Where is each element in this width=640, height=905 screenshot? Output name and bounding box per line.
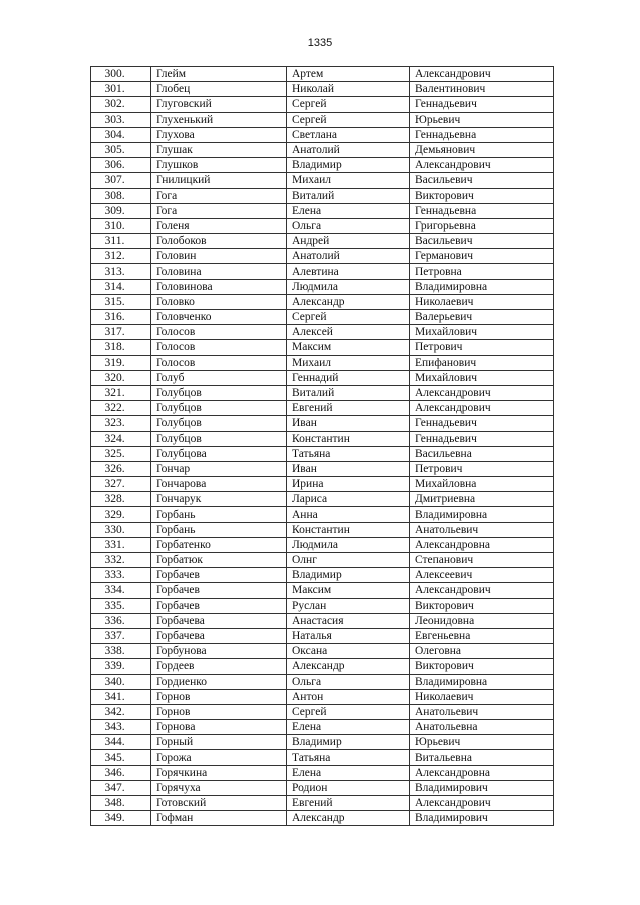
table-row bbox=[91, 112, 554, 127]
surname-cell: Гнилицкий bbox=[151, 173, 287, 188]
patronymic-cell: Владимирович bbox=[410, 780, 554, 795]
first-name-cell: Андрей bbox=[287, 234, 410, 249]
patronymic-cell: Александрович bbox=[410, 401, 554, 416]
patronymic-cell: Геннадьевна bbox=[410, 203, 554, 218]
patronymic-cell: Анатольевич bbox=[410, 704, 554, 719]
first-name-cell: Николай bbox=[287, 82, 410, 97]
first-name-cell: Алексей bbox=[287, 325, 410, 340]
first-name-cell: Геннадий bbox=[287, 370, 410, 385]
patronymic-cell: Александрович bbox=[410, 583, 554, 598]
table-row bbox=[91, 142, 554, 157]
patronymic-cell: Дмитриевна bbox=[410, 492, 554, 507]
table-row bbox=[91, 446, 554, 461]
patronymic-cell: Петрович bbox=[410, 340, 554, 355]
row-number-cell: 332. bbox=[91, 553, 151, 568]
patronymic-cell: Алексеевич bbox=[410, 568, 554, 583]
row-number-cell: 307. bbox=[91, 173, 151, 188]
first-name-cell: Сергей bbox=[287, 97, 410, 112]
patronymic-cell: Геннадьевич bbox=[410, 431, 554, 446]
surname-cell: Горбань bbox=[151, 507, 287, 522]
first-name-cell: Наталья bbox=[287, 628, 410, 643]
surname-cell: Горбачева bbox=[151, 613, 287, 628]
first-name-cell: Константин bbox=[287, 431, 410, 446]
first-name-cell: Ольга bbox=[287, 218, 410, 233]
table-row bbox=[91, 416, 554, 431]
surname-cell: Горбатюк bbox=[151, 553, 287, 568]
row-number-cell: 308. bbox=[91, 188, 151, 203]
first-name-cell: Михаил bbox=[287, 355, 410, 370]
table-row bbox=[91, 325, 554, 340]
row-number-cell: 313. bbox=[91, 264, 151, 279]
table-row bbox=[91, 568, 554, 583]
patronymic-cell: Епифанович bbox=[410, 355, 554, 370]
table-row bbox=[91, 780, 554, 795]
surname-cell: Головинова bbox=[151, 279, 287, 294]
patronymic-cell: Николаевич bbox=[410, 294, 554, 309]
patronymic-cell: Анатольевич bbox=[410, 522, 554, 537]
table-row bbox=[91, 477, 554, 492]
table-row bbox=[91, 796, 554, 811]
surname-cell: Голосов bbox=[151, 355, 287, 370]
row-number-cell: 320. bbox=[91, 370, 151, 385]
table-row bbox=[91, 598, 554, 613]
table-row bbox=[91, 674, 554, 689]
surname-cell: Горбачев bbox=[151, 598, 287, 613]
first-name-cell: Владимир bbox=[287, 158, 410, 173]
surname-cell: Гордиенко bbox=[151, 674, 287, 689]
patronymic-cell: Евгеньевна bbox=[410, 628, 554, 643]
row-number-cell: 336. bbox=[91, 613, 151, 628]
patronymic-cell: Германович bbox=[410, 249, 554, 264]
table-row bbox=[91, 264, 554, 279]
row-number-cell: 328. bbox=[91, 492, 151, 507]
row-number-cell: 318. bbox=[91, 340, 151, 355]
surname-cell: Горбань bbox=[151, 522, 287, 537]
first-name-cell: Виталий bbox=[287, 188, 410, 203]
patronymic-cell: Викторович bbox=[410, 188, 554, 203]
first-name-cell: Александр bbox=[287, 294, 410, 309]
surname-cell: Гончарук bbox=[151, 492, 287, 507]
patronymic-cell: Михайлович bbox=[410, 370, 554, 385]
surname-cell: Глушак bbox=[151, 142, 287, 157]
surname-cell: Горбачев bbox=[151, 583, 287, 598]
patronymic-cell: Валентинович bbox=[410, 82, 554, 97]
first-name-cell: Евгений bbox=[287, 796, 410, 811]
row-number-cell: 327. bbox=[91, 477, 151, 492]
first-name-cell: Татьяна bbox=[287, 446, 410, 461]
table-row bbox=[91, 431, 554, 446]
table-row bbox=[91, 173, 554, 188]
row-number-cell: 345. bbox=[91, 750, 151, 765]
table-row bbox=[91, 218, 554, 233]
row-number-cell: 337. bbox=[91, 628, 151, 643]
first-name-cell: Константин bbox=[287, 522, 410, 537]
surname-cell: Горбатенко bbox=[151, 537, 287, 552]
row-number-cell: 324. bbox=[91, 431, 151, 446]
table-row bbox=[91, 659, 554, 674]
surname-cell: Готовский bbox=[151, 796, 287, 811]
row-number-cell: 335. bbox=[91, 598, 151, 613]
first-name-cell: Иван bbox=[287, 461, 410, 476]
first-name-cell: Руслан bbox=[287, 598, 410, 613]
surname-cell: Горнова bbox=[151, 720, 287, 735]
patronymic-cell: Валерьевич bbox=[410, 310, 554, 325]
patronymic-cell: Владимировна bbox=[410, 507, 554, 522]
row-number-cell: 315. bbox=[91, 294, 151, 309]
row-number-cell: 319. bbox=[91, 355, 151, 370]
table-row bbox=[91, 765, 554, 780]
row-number-cell: 302. bbox=[91, 97, 151, 112]
first-name-cell: Владимир bbox=[287, 735, 410, 750]
table-row bbox=[91, 234, 554, 249]
table-row bbox=[91, 249, 554, 264]
patronymic-cell: Александровна bbox=[410, 765, 554, 780]
surname-cell: Головин bbox=[151, 249, 287, 264]
surname-cell: Головченко bbox=[151, 310, 287, 325]
first-name-cell: Владимир bbox=[287, 568, 410, 583]
patronymic-cell: Владимировна bbox=[410, 279, 554, 294]
table-row bbox=[91, 720, 554, 735]
first-name-cell: Сергей bbox=[287, 704, 410, 719]
table-row bbox=[91, 522, 554, 537]
row-number-cell: 305. bbox=[91, 142, 151, 157]
patronymic-cell: Геннадьевич bbox=[410, 416, 554, 431]
first-name-cell: Ирина bbox=[287, 477, 410, 492]
first-name-cell: Анна bbox=[287, 507, 410, 522]
patronymic-cell: Олеговна bbox=[410, 644, 554, 659]
first-name-cell: Артем bbox=[287, 67, 410, 82]
table-row bbox=[91, 310, 554, 325]
table-row bbox=[91, 97, 554, 112]
patronymic-cell: Михайлович bbox=[410, 325, 554, 340]
surname-cell: Голеня bbox=[151, 218, 287, 233]
row-number-cell: 322. bbox=[91, 401, 151, 416]
surname-cell: Голубцов bbox=[151, 401, 287, 416]
first-name-cell: Александр bbox=[287, 811, 410, 826]
first-name-cell: Иван bbox=[287, 416, 410, 431]
surname-cell: Горбачев bbox=[151, 568, 287, 583]
surname-cell: Голубцов bbox=[151, 431, 287, 446]
patronymic-cell: Леонидовна bbox=[410, 613, 554, 628]
row-number-cell: 317. bbox=[91, 325, 151, 340]
table-row bbox=[91, 704, 554, 719]
first-name-cell: Елена bbox=[287, 203, 410, 218]
first-name-cell: Виталий bbox=[287, 385, 410, 400]
patronymic-cell: Владимирович bbox=[410, 811, 554, 826]
table-row bbox=[91, 385, 554, 400]
patronymic-cell: Васильевич bbox=[410, 234, 554, 249]
row-number-cell: 314. bbox=[91, 279, 151, 294]
first-name-cell: Александр bbox=[287, 659, 410, 674]
surname-cell: Гончарова bbox=[151, 477, 287, 492]
row-number-cell: 342. bbox=[91, 704, 151, 719]
row-number-cell: 311. bbox=[91, 234, 151, 249]
row-number-cell: 347. bbox=[91, 780, 151, 795]
table-row bbox=[91, 811, 554, 826]
surname-cell: Голубцов bbox=[151, 385, 287, 400]
first-name-cell: Светлана bbox=[287, 127, 410, 142]
surname-cell: Горожа bbox=[151, 750, 287, 765]
table-row bbox=[91, 355, 554, 370]
surname-cell: Головко bbox=[151, 294, 287, 309]
surname-cell: Глухова bbox=[151, 127, 287, 142]
patronymic-cell: Викторович bbox=[410, 659, 554, 674]
row-number-cell: 329. bbox=[91, 507, 151, 522]
table-row bbox=[91, 340, 554, 355]
surname-cell: Голосов bbox=[151, 325, 287, 340]
row-number-cell: 346. bbox=[91, 765, 151, 780]
table-row bbox=[91, 583, 554, 598]
row-number-cell: 323. bbox=[91, 416, 151, 431]
patronymic-cell: Юрьевич bbox=[410, 735, 554, 750]
row-number-cell: 330. bbox=[91, 522, 151, 537]
surname-cell: Гончар bbox=[151, 461, 287, 476]
first-name-cell: Анастасия bbox=[287, 613, 410, 628]
table-row bbox=[91, 370, 554, 385]
row-number-cell: 344. bbox=[91, 735, 151, 750]
row-number-cell: 325. bbox=[91, 446, 151, 461]
table-row bbox=[91, 461, 554, 476]
patronymic-cell: Михайловна bbox=[410, 477, 554, 492]
table-row bbox=[91, 507, 554, 522]
first-name-cell: Людмила bbox=[287, 537, 410, 552]
first-name-cell: Лариса bbox=[287, 492, 410, 507]
patronymic-cell: Петрович bbox=[410, 461, 554, 476]
surname-cell: Глобец bbox=[151, 82, 287, 97]
patronymic-cell: Петровна bbox=[410, 264, 554, 279]
patronymic-cell: Александрович bbox=[410, 796, 554, 811]
first-name-cell: Ольга bbox=[287, 674, 410, 689]
row-number-cell: 301. bbox=[91, 82, 151, 97]
first-name-cell: Михаил bbox=[287, 173, 410, 188]
surname-cell: Горный bbox=[151, 735, 287, 750]
first-name-cell: Родион bbox=[287, 780, 410, 795]
first-name-cell: Оксана bbox=[287, 644, 410, 659]
row-number-cell: 338. bbox=[91, 644, 151, 659]
surname-cell: Гога bbox=[151, 203, 287, 218]
surname-cell: Голубцов bbox=[151, 416, 287, 431]
patronymic-cell: Степанович bbox=[410, 553, 554, 568]
patronymic-cell: Васильевич bbox=[410, 173, 554, 188]
surname-cell: Голуб bbox=[151, 370, 287, 385]
surname-cell: Гофман bbox=[151, 811, 287, 826]
row-number-cell: 348. bbox=[91, 796, 151, 811]
patronymic-cell: Григорьевна bbox=[410, 218, 554, 233]
first-name-cell: Елена bbox=[287, 765, 410, 780]
surname-cell: Головина bbox=[151, 264, 287, 279]
table-row bbox=[91, 492, 554, 507]
patronymic-cell: Васильевна bbox=[410, 446, 554, 461]
table-row bbox=[91, 644, 554, 659]
page-number: 1335 bbox=[307, 37, 333, 49]
surname-cell: Горнов bbox=[151, 704, 287, 719]
table-row bbox=[91, 67, 554, 82]
patronymic-cell: Александрович bbox=[410, 67, 554, 82]
table-row bbox=[91, 279, 554, 294]
first-name-cell: Максим bbox=[287, 583, 410, 598]
row-number-cell: 326. bbox=[91, 461, 151, 476]
first-name-cell: Максим bbox=[287, 340, 410, 355]
names-table-body bbox=[91, 67, 554, 826]
surname-cell: Горнов bbox=[151, 689, 287, 704]
row-number-cell: 309. bbox=[91, 203, 151, 218]
surname-cell: Глухенький bbox=[151, 112, 287, 127]
table-row bbox=[91, 689, 554, 704]
table-row bbox=[91, 553, 554, 568]
table-row bbox=[91, 294, 554, 309]
row-number-cell: 312. bbox=[91, 249, 151, 264]
first-name-cell: Людмила bbox=[287, 279, 410, 294]
row-number-cell: 304. bbox=[91, 127, 151, 142]
row-number-cell: 321. bbox=[91, 385, 151, 400]
surname-cell: Гордеев bbox=[151, 659, 287, 674]
patronymic-cell: Александрович bbox=[410, 385, 554, 400]
table-row bbox=[91, 401, 554, 416]
surname-cell: Голосов bbox=[151, 340, 287, 355]
first-name-cell: Анатолий bbox=[287, 142, 410, 157]
row-number-cell: 343. bbox=[91, 720, 151, 735]
patronymic-cell: Анатольевна bbox=[410, 720, 554, 735]
row-number-cell: 349. bbox=[91, 811, 151, 826]
table-row bbox=[91, 158, 554, 173]
table-row bbox=[91, 188, 554, 203]
surname-cell: Горячуха bbox=[151, 780, 287, 795]
surname-cell: Глуговский bbox=[151, 97, 287, 112]
row-number-cell: 334. bbox=[91, 583, 151, 598]
table-row bbox=[91, 82, 554, 97]
table-row bbox=[91, 203, 554, 218]
surname-cell: Горбунова bbox=[151, 644, 287, 659]
patronymic-cell: Владимировна bbox=[410, 674, 554, 689]
table-row bbox=[91, 613, 554, 628]
table-row bbox=[91, 628, 554, 643]
row-number-cell: 300. bbox=[91, 67, 151, 82]
surname-cell: Глейм bbox=[151, 67, 287, 82]
patronymic-cell: Демьянович bbox=[410, 142, 554, 157]
patronymic-cell: Геннадьевна bbox=[410, 127, 554, 142]
table-row bbox=[91, 750, 554, 765]
patronymic-cell: Николаевич bbox=[410, 689, 554, 704]
row-number-cell: 303. bbox=[91, 112, 151, 127]
surname-cell: Горбачева bbox=[151, 628, 287, 643]
names-table bbox=[90, 66, 554, 826]
row-number-cell: 306. bbox=[91, 158, 151, 173]
surname-cell: Горячкина bbox=[151, 765, 287, 780]
first-name-cell: Сергей bbox=[287, 310, 410, 325]
patronymic-cell: Викторович bbox=[410, 598, 554, 613]
row-number-cell: 340. bbox=[91, 674, 151, 689]
row-number-cell: 333. bbox=[91, 568, 151, 583]
row-number-cell: 316. bbox=[91, 310, 151, 325]
surname-cell: Голобоков bbox=[151, 234, 287, 249]
first-name-cell: Антон bbox=[287, 689, 410, 704]
patronymic-cell: Александровна bbox=[410, 537, 554, 552]
patronymic-cell: Александрович bbox=[410, 158, 554, 173]
first-name-cell: Анатолий bbox=[287, 249, 410, 264]
surname-cell: Гога bbox=[151, 188, 287, 203]
first-name-cell: Олнг bbox=[287, 553, 410, 568]
table-row bbox=[91, 127, 554, 142]
row-number-cell: 310. bbox=[91, 218, 151, 233]
first-name-cell: Алевтина bbox=[287, 264, 410, 279]
first-name-cell: Татьяна bbox=[287, 750, 410, 765]
table-row bbox=[91, 735, 554, 750]
patronymic-cell: Витальевна bbox=[410, 750, 554, 765]
table-row bbox=[91, 537, 554, 552]
row-number-cell: 331. bbox=[91, 537, 151, 552]
surname-cell: Глушков bbox=[151, 158, 287, 173]
patronymic-cell: Геннадьевич bbox=[410, 97, 554, 112]
patronymic-cell: Юрьевич bbox=[410, 112, 554, 127]
first-name-cell: Елена bbox=[287, 720, 410, 735]
surname-cell: Голубцова bbox=[151, 446, 287, 461]
row-number-cell: 341. bbox=[91, 689, 151, 704]
first-name-cell: Евгений bbox=[287, 401, 410, 416]
row-number-cell: 339. bbox=[91, 659, 151, 674]
first-name-cell: Сергей bbox=[287, 112, 410, 127]
